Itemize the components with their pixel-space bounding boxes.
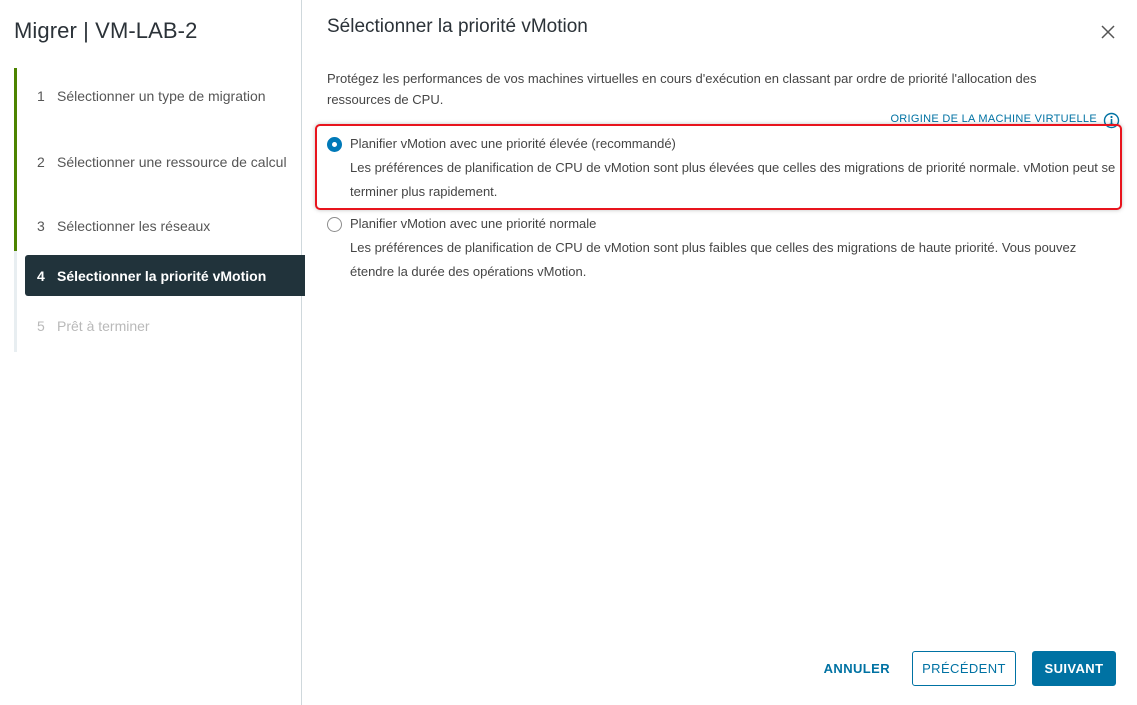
back-button[interactable]: PRÉCÉDENT bbox=[912, 651, 1016, 686]
option-description: Les préférences de planification de CPU de vMotion sont plus élevées que celles des migrations de priorité normale. vMotion peut se terminer plus rapidement. bbox=[350, 160, 1116, 199]
wizard-title: Migrer | VM-LAB-2 bbox=[14, 18, 198, 43]
vm-origin-link[interactable]: ORIGINE DE LA MACHINE VIRTUELLE bbox=[890, 113, 1097, 125]
radio-normal-priority[interactable] bbox=[327, 217, 342, 232]
step-number: 1 bbox=[37, 87, 45, 104]
wizard-steps bbox=[14, 68, 302, 352]
step-number: 4 bbox=[37, 267, 45, 284]
page-description: Protégez les performances de vos machines virtuelles en cours d'exécution en classant par ordre de priorité l'allocation des ressources de CPU. bbox=[327, 71, 1037, 107]
cancel-button[interactable]: ANNULER bbox=[812, 651, 902, 686]
step-label: Sélectionner une ressource de calcul bbox=[57, 154, 287, 170]
step-number: 3 bbox=[37, 218, 45, 234]
close-button[interactable] bbox=[1099, 23, 1117, 41]
close-icon bbox=[1099, 23, 1117, 41]
wizard-content bbox=[303, 0, 1137, 705]
wizard-sidebar bbox=[0, 0, 302, 705]
radio-high-priority[interactable] bbox=[327, 137, 342, 152]
step-label: Sélectionner les réseaux bbox=[57, 218, 211, 234]
step-number: 5 bbox=[37, 318, 45, 334]
step-select-migration-type[interactable] bbox=[14, 68, 302, 123]
step-label: Prêt à terminer bbox=[57, 318, 150, 334]
step-label: Sélectionner un type de migration bbox=[57, 87, 266, 104]
option-label: Planifier vMotion avec une priorité élevée (recommandé) bbox=[350, 136, 676, 151]
vmotion-priority-radio-group bbox=[327, 132, 1117, 292]
option-normal-priority[interactable] bbox=[327, 212, 1117, 284]
option-label: Planifier vMotion avec une priorité normale bbox=[350, 216, 597, 231]
step-select-compute-resource[interactable] bbox=[14, 123, 302, 201]
step-current-wrapper bbox=[14, 251, 302, 300]
page-title: Sélectionner la priorité vMotion bbox=[327, 16, 588, 37]
info-icon[interactable] bbox=[1103, 112, 1120, 129]
step-ready-to-complete bbox=[14, 300, 302, 352]
step-select-networks[interactable] bbox=[14, 201, 302, 251]
next-button[interactable]: SUIVANT bbox=[1032, 651, 1116, 686]
option-description: Les préférences de planification de CPU de vMotion sont plus faibles que celles des migrations de haute priorité. Vous pouvez étendre la durée des opérations vMotion. bbox=[350, 240, 1077, 279]
step-label: Sélectionner la priorité vMotion bbox=[57, 267, 267, 284]
option-high-priority[interactable] bbox=[327, 132, 1117, 204]
step-select-vmotion-priority[interactable] bbox=[25, 255, 305, 296]
step-number: 2 bbox=[37, 154, 45, 170]
wizard-footer bbox=[812, 651, 1116, 686]
